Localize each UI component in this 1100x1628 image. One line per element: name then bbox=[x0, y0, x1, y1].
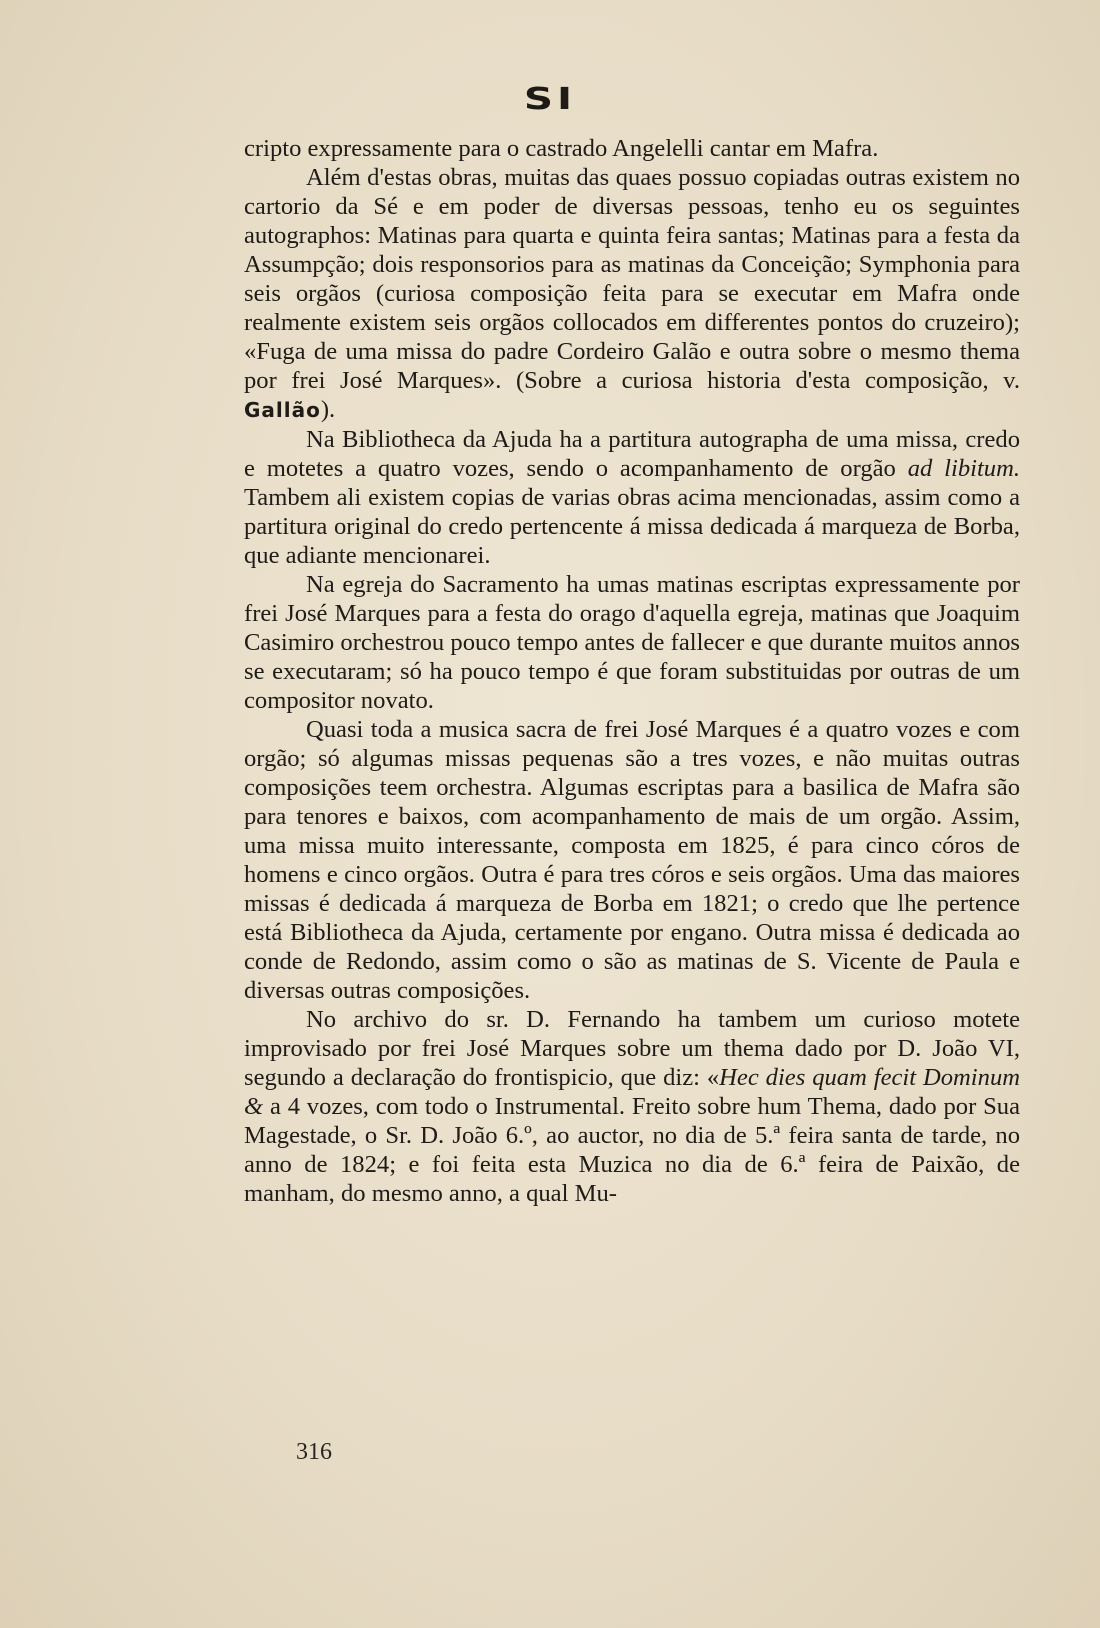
body-text bbox=[244, 134, 1020, 1208]
text-run: Na Bibliotheca da Ajuda ha a partitura autographa de uma missa, credo e motetes a quatro vozes, sendo o acompanhamento de orgão bbox=[244, 426, 1020, 482]
paragraph bbox=[244, 134, 1020, 163]
italic-text: Hec dies quam fecit Dominum & bbox=[244, 1064, 1020, 1120]
text-run: cripto expressamente para o castrado Angelelli cantar em Mafra. bbox=[244, 135, 879, 162]
paragraph bbox=[244, 715, 1020, 1005]
italic-text: ad libitum. bbox=[907, 455, 1020, 482]
text-run: Tambem ali existem copias de varias obras acima mencionadas, assim como a partitura original do credo pertencente á missa dedicada á marqueza de Borba, que adiante mencionarei. bbox=[244, 484, 1020, 569]
page-number: 316 bbox=[296, 1439, 332, 1465]
paragraph bbox=[244, 570, 1020, 715]
paragraph bbox=[244, 1005, 1020, 1208]
text-run: Quasi toda a musica sacra de frei José Marques é a quatro vozes e com orgão; só algumas missas pequenas são a tres vozes, e não muitas outras composições teem orchestra. Algumas escriptas para a basilica de Mafra são para tenores e baixos, com acompanhamento de mais de um orgão. Assim, uma missa muito interessante, composta em 1825, é para cinco córos de homens e cinco orgãos. Outra é para tres córos e seis orgãos. Uma das maiores missas é dedicada á marqueza de Borba em 1821; o credo que lhe pertence está Bibliotheca da Ajuda, certamente por engano. Outra missa é dedicada ao conde de Redondo, assim como o são as matinas de S. Vicente de Paula e diversas outras composições. bbox=[244, 716, 1020, 1004]
paragraph bbox=[244, 425, 1020, 570]
text-run: ). bbox=[320, 396, 336, 423]
paragraph bbox=[244, 163, 1020, 425]
text-run: Além d'estas obras, muitas das quaes possuo copiadas outras existem no cartorio da Sé e em poder de diversas pessoas, tenho eu os seguintes autographos: Matinas para quarta e quinta feira santas; Matinas para a festa da Assumpção; dois responsorios para as matinas da Conceição; Symphonia para seis orgãos (curiosa composição feita para se executar em Mafra onde realmente existem seis orgãos collocados em differentes pontos do cruzeiro); «Fuga de uma missa do padre Cordeiro Galão e outra sobre o mesmo thema por frei José Marques». (Sobre a curiosa historia d'esta composição, v. bbox=[244, 164, 1020, 394]
text-run: a 4 vozes, com todo o Instrumental. Freito sobre hum Thema, dado por Sua Magestade, o Sr. D. João 6.º, ao auctor, no dia de 5.ª feira santa de tarde, no anno de 1824; e foi feita esta Muzica no dia de 6.ª feira de Paixão, de manham, do mesmo anno, a qual Mu- bbox=[244, 1093, 1020, 1207]
text-run: Na egreja do Sacramento ha umas matinas escriptas expressamente por frei José Marques para a festa do orago d'aquella egreja, matinas que Joaquim Casimiro orchestrou pouco tempo antes de fallecer e que durante muitos annos se executaram; só ha pouco tempo é que foram substituidas por outras de um compositor novato. bbox=[244, 571, 1020, 714]
signature-mark: SI bbox=[523, 82, 577, 117]
cross-reference-name: Gallão bbox=[244, 398, 321, 422]
text-run: No archivo do sr. D. Fernando ha tambem um curioso motete improvisado por frei José Marques sobre um thema dado por D. João VI, segundo a declaração do frontispicio, que diz: « bbox=[244, 1006, 1020, 1091]
